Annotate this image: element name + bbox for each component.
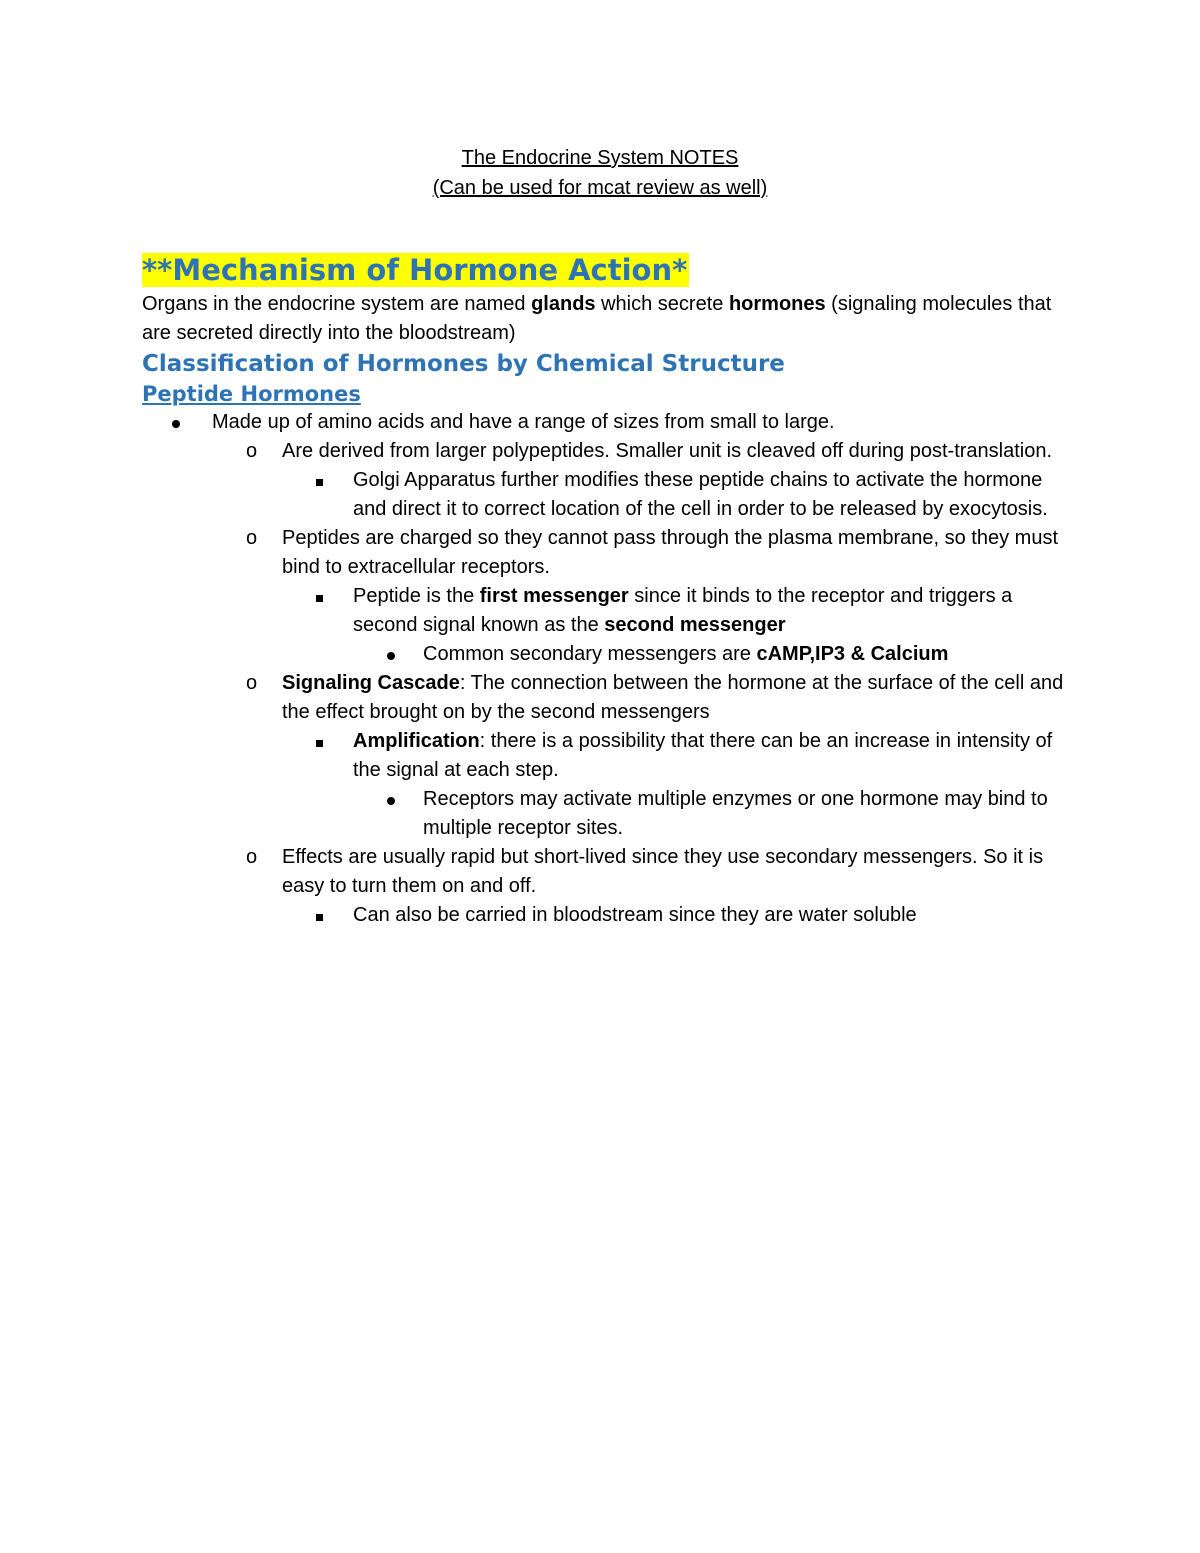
list-item bbox=[142, 669, 1072, 727]
bullet-disc-icon bbox=[172, 408, 202, 437]
heading-mechanism bbox=[142, 250, 1072, 290]
bullet-circle-icon: o bbox=[246, 846, 258, 868]
list-item-text: Peptides are charged so they cannot pass through the plasma membrane, so they must bind to extracellular receptors. bbox=[282, 527, 1058, 578]
document-title bbox=[0, 143, 1200, 203]
list-item bbox=[142, 582, 1072, 640]
list-item-text: Can also be carried in bloodstream since they are water soluble bbox=[353, 904, 917, 926]
document-body bbox=[142, 250, 1072, 930]
list-item bbox=[142, 524, 1072, 582]
heading-classification: Classification of Hormones by Chemical Structure bbox=[142, 351, 785, 377]
list-item bbox=[142, 408, 1072, 437]
list-item bbox=[142, 437, 1072, 466]
bold-second-messenger: second messenger bbox=[604, 614, 786, 636]
bold-amplification: Amplification bbox=[353, 730, 480, 752]
bold-signaling-cascade: Signaling Cascade bbox=[282, 672, 460, 694]
list-item-text: Common secondary messengers are cAMP,IP3 & Calcium bbox=[423, 643, 949, 665]
bold-messengers-list: cAMP,IP3 & Calcium bbox=[756, 643, 949, 665]
list-item-text: Golgi Apparatus further modifies these peptide chains to activate the hormone and direct it to correct location of the cell in order to be released by exocytosis. bbox=[353, 469, 1048, 520]
bullet-circle-icon: o bbox=[246, 440, 258, 462]
list-item-text: Effects are usually rapid but short-lived since they use secondary messengers. So it is easy to turn them on and off. bbox=[282, 846, 1044, 897]
bullet-disc-icon bbox=[387, 785, 417, 814]
list-item bbox=[142, 785, 1072, 843]
list-item bbox=[142, 727, 1072, 785]
list-item-text: Amplification: there is a possibility that there can be an increase in intensity of the signal at each step. bbox=[353, 730, 1053, 781]
list-item-text: Receptors may activate multiple enzymes or one hormone may bind to multiple receptor sites. bbox=[423, 788, 1048, 839]
heading-mechanism-text: **Mechanism of Hormone Action* bbox=[142, 253, 688, 287]
heading-peptide-hormones: Peptide Hormones bbox=[142, 382, 361, 406]
intro-text-3: (signaling molecules that are secreted directly into the bloodstream) bbox=[142, 293, 1052, 344]
bullet-square-icon bbox=[316, 582, 346, 611]
title-line-1: The Endocrine System NOTES bbox=[461, 147, 739, 169]
bold-first-messenger: first messenger bbox=[479, 585, 629, 607]
intro-paragraph bbox=[142, 290, 1072, 348]
intro-text-1: Organs in the endocrine system are named bbox=[142, 293, 532, 315]
bullet-disc-icon bbox=[387, 640, 417, 669]
bullet-square-icon bbox=[316, 901, 346, 930]
list-item-text: Peptide is the first messenger since it binds to the receptor and triggers a second signal known as the second messenger bbox=[353, 585, 1013, 636]
intro-bold-hormones: hormones bbox=[728, 293, 826, 315]
bullet-square-icon bbox=[316, 727, 346, 756]
bullet-circle-icon: o bbox=[246, 672, 258, 694]
list-item-text: Are derived from larger polypeptides. Smaller unit is cleaved off during post-translation. bbox=[282, 440, 1053, 462]
intro-text-2: which secrete bbox=[595, 293, 729, 315]
title-line-2: (Can be used for mcat review as well) bbox=[432, 177, 768, 199]
list-item bbox=[142, 640, 1072, 669]
list-item-text: Signaling Cascade: The connection between the hormone at the surface of the cell and the effect brought on by the second messengers bbox=[282, 672, 1064, 723]
list-item bbox=[142, 466, 1072, 524]
intro-bold-glands: glands bbox=[531, 293, 596, 315]
list-item bbox=[142, 843, 1072, 901]
list-item-text: Made up of amino acids and have a range of sizes from small to large. bbox=[212, 411, 835, 433]
bullet-circle-icon: o bbox=[246, 527, 258, 549]
list-item bbox=[142, 901, 1072, 930]
bullet-square-icon bbox=[316, 466, 346, 495]
